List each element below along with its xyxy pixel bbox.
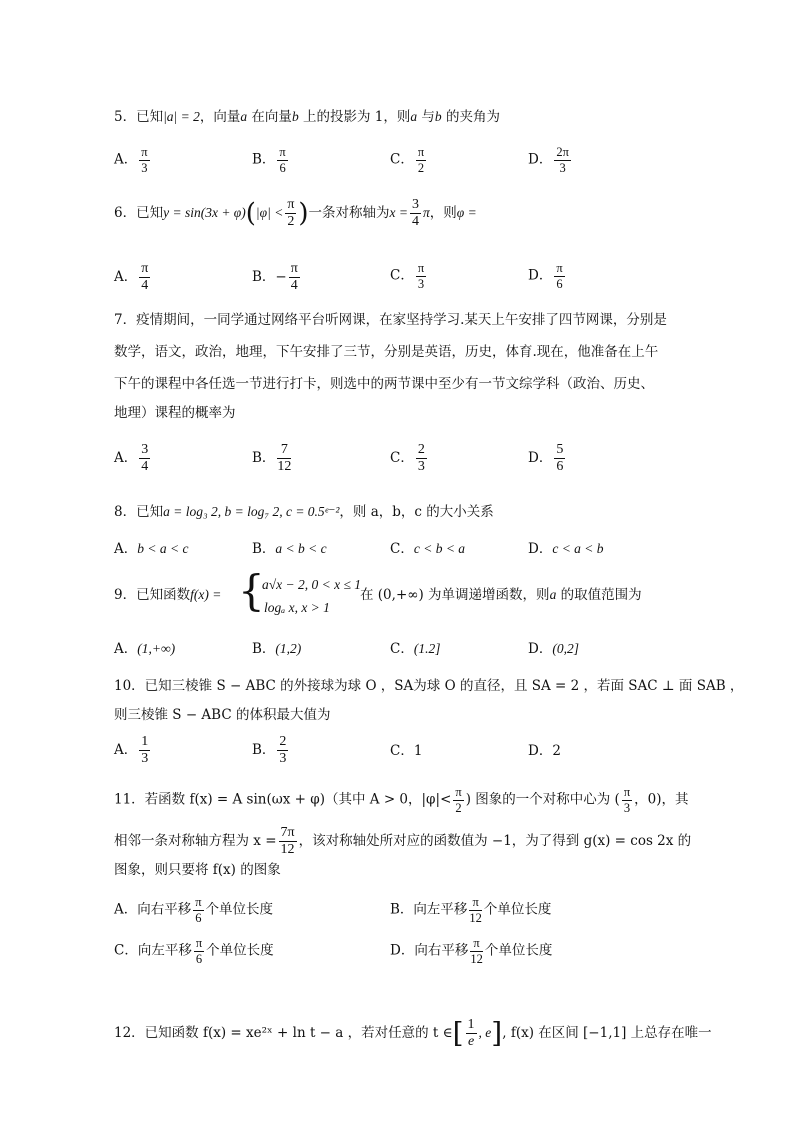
fraction: $\frac{\pi}{6}$ <box>195 936 203 966</box>
q6-option-d[interactable]: D． $\frac{\pi}{6}$ <box>528 261 563 291</box>
q9-option-b[interactable]: B．(1,2) <box>252 641 302 657</box>
fraction: $\frac{\pi}{6}$ <box>195 895 202 925</box>
fraction: $\frac{5}{6}$ <box>556 442 564 474</box>
q5-option-b[interactable]: B． $\frac{\pi}{6}$ <box>252 145 286 175</box>
fraction: $\frac{2\pi}{3}$ <box>556 145 569 175</box>
fraction: $\frac{\pi}{2}$ <box>287 197 295 229</box>
q11-option-c[interactable]: C．向左平移 $\frac{\pi}{6}$ 个单位长度 <box>114 936 274 966</box>
q8-option-b[interactable]: B．a < b < c <box>252 541 327 557</box>
q11-line-1: 11．若函数 f(x) = A sin(ωx + φ)（其中 A > 0，|φ|< $\frac{\pi}{2}$ ) 图象的一个对称中心为 ( $\frac{\pi}{3}$ ，0)，其 <box>114 785 689 815</box>
fraction: $\frac{\pi}{6}$ <box>279 145 286 175</box>
q11-line-3: 图象，则只要将 f(x) 的图象 <box>114 862 281 878</box>
fraction: $\frac{\pi}{3}$ <box>417 261 425 291</box>
fraction: $\frac{3}{4}$ <box>141 442 149 474</box>
fraction: $\frac{\pi}{6}$ <box>556 261 563 291</box>
fraction: $\frac{2}{3}$ <box>417 442 425 474</box>
q7-option-b[interactable]: B． $\frac{7}{12}$ <box>252 442 292 474</box>
fraction: $\frac{\pi}{2}$ <box>455 785 462 815</box>
q11-line-2: 相邻一条对称轴方程为 x = $\frac{7\pi}{12}$ ，该对称轴处所对应的函数值为 −1，为了得到 g(x) = cos 2x 的 <box>114 825 692 857</box>
piecewise-brace: { <box>238 566 265 615</box>
q10-option-a[interactable]: A． $\frac{1}{3}$ <box>114 734 149 766</box>
fraction: $\frac{\pi}{4}$ <box>141 261 149 293</box>
q11-option-d[interactable]: D．向右平移 $\frac{\pi}{12}$ 个单位长度 <box>390 936 553 966</box>
q10-option-d[interactable]: D．2 <box>528 743 561 759</box>
fraction: $\frac{3}{4}$ <box>412 197 420 229</box>
q5-option-c[interactable]: C． $\frac{\pi}{2}$ <box>390 145 425 175</box>
q6-option-b[interactable]: B．− $\frac{\pi}{4}$ <box>252 261 298 293</box>
q9-option-a[interactable]: A．(1,+∞) <box>114 641 176 657</box>
fraction: $\frac{\pi}{4}$ <box>290 261 298 293</box>
q9-stem-left: 9．已知函数f(x) = <box>114 587 222 603</box>
fraction: $\frac{2}{3}$ <box>279 734 287 766</box>
q8-option-c[interactable]: C．c < b < a <box>390 541 466 557</box>
q7-line-1: 7．疫情期间，一同学通过网络平台听网课，在家坚持学习.某天上午安排了四节网课，分别是 <box>114 312 667 328</box>
q9-option-c[interactable]: C．(1.2] <box>390 641 441 657</box>
q9-stem-right: 在 (0,+∞) 为单调递增函数，则a 的取值范围为 <box>360 587 642 603</box>
q7-line-2: 数学，语文，政治，地理，下午安排了三节，分别是英语，历史，体育.现在，他准备在上午 <box>114 344 659 360</box>
q9-option-d[interactable]: D．(0,2] <box>528 641 579 657</box>
q8-option-d[interactable]: D．c < a < b <box>528 541 604 557</box>
q5-stem: 5．已知|a| = 2，向量a 在向量b 上的投影为 1，则a 与b 的夹角为 <box>114 109 500 125</box>
fraction: $\frac{\pi}{12}$ <box>469 895 482 925</box>
q9-case-2: logₐ x, x > 1 <box>264 600 330 615</box>
q10-option-b[interactable]: B． $\frac{2}{3}$ <box>252 734 287 766</box>
fraction: $\frac{7\pi}{12}$ <box>280 825 295 857</box>
fraction: $\frac{1}{3}$ <box>141 734 149 766</box>
q6-option-a[interactable]: A． $\frac{\pi}{4}$ <box>114 261 149 293</box>
q7-option-a[interactable]: A． $\frac{3}{4}$ <box>114 442 149 474</box>
q7-line-4: 地理）课程的概率为 <box>114 405 236 421</box>
fraction: $\frac{\pi}{2}$ <box>417 145 425 175</box>
q8-option-a[interactable]: A．b < a < c <box>114 541 189 557</box>
fraction: $\frac{\pi}{3}$ <box>623 785 631 815</box>
q7-option-c[interactable]: C． $\frac{2}{3}$ <box>390 442 425 474</box>
q7-line-3: 下午的课程中各任选一节进行打卡，则选中的两节课中至少有一节文综学科（政治、历史、 <box>114 376 654 392</box>
q5-option-d[interactable]: D． $\frac{2\pi}{3}$ <box>528 145 569 175</box>
q5-option-a[interactable]: A． $\frac{\pi}{3}$ <box>114 145 148 175</box>
q6-option-c[interactable]: C． $\frac{\pi}{3}$ <box>390 261 425 291</box>
q12-stem: 12．已知函数 f(x) = xe²ˣ + ln t − a ，若对任意的 t ∈[ $\frac{1}{e}$ , e], f(x) 在区间 [−1,1] 上总存在唯一 <box>114 1016 712 1050</box>
q10-line-2: 则三棱锥 S − ABC 的体积最大值为 <box>114 707 331 723</box>
q7-option-d[interactable]: D． $\frac{5}{6}$ <box>528 442 564 474</box>
q10-line-1: 10．已知三棱锥 S − ABC 的外接球为球 O ，SA为球 O 的直径，且 SA = 2 ，若面 SAC ⊥ 面 SAB ， <box>114 678 744 694</box>
q11-option-a[interactable]: A．向右平移 $\frac{\pi}{6}$ 个单位长度 <box>114 895 274 925</box>
q8-stem: 8．已知a = log₃ 2, b = log₇ 2, c = 0.5ᵉ⁻²，则 a，b，c 的大小关系 <box>114 504 494 520</box>
q6-stem: 6．已知y = sin(3x + φ)(|φ| < $\frac{\pi}{2}$ )一条对称轴为x = $\frac{3}{4}$ π，则φ = <box>114 197 477 229</box>
q11-option-b[interactable]: B．向左平移 $\frac{\pi}{12}$ 个单位长度 <box>390 895 552 925</box>
fraction: $\frac{1}{e}$ <box>467 1017 475 1049</box>
fraction: $\frac{\pi}{12}$ <box>470 936 483 966</box>
fraction: $\frac{7}{12}$ <box>277 442 292 474</box>
q10-option-c[interactable]: C．1 <box>390 743 423 759</box>
q9-case-1: a√x − 2, 0 < x ≤ 1 <box>262 577 362 592</box>
fraction: $\frac{\pi}{3}$ <box>141 145 148 175</box>
